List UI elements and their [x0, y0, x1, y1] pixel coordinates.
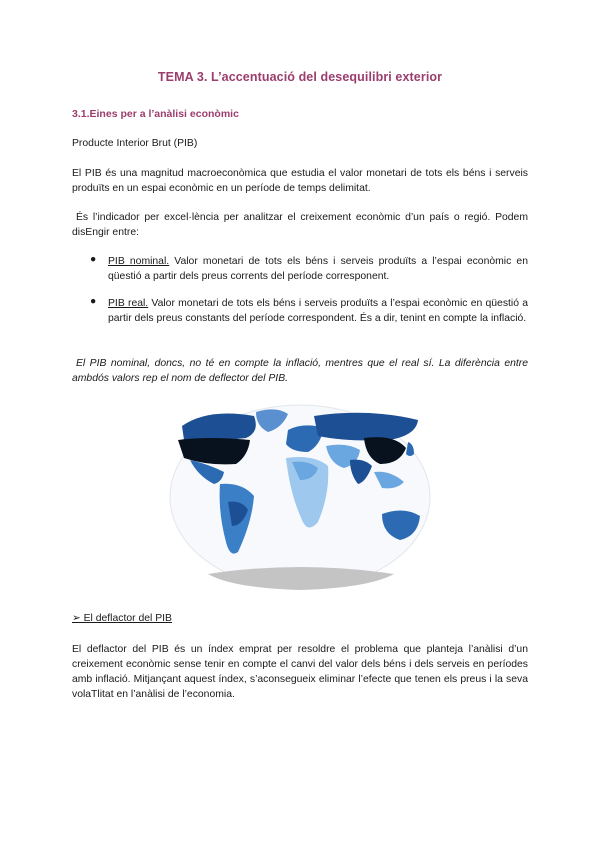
paragraph-definition: El PIB és una magnitud macroeconòmica que estudia el valor monetari de tots els béns i serveis produïts en un espai econòmic en un període de temps delimitat. [72, 168, 528, 194]
world-gdp-map-icon [168, 402, 433, 592]
text-nominal: Valor monetari de tots els béns i serveis produïts a l’espai econòmic en qüestió a partir dels preus corrents del període corresponent. [108, 256, 528, 282]
page-title: TEMA 3. L’accentuació del desequilibri exterior [157, 70, 443, 84]
term-nominal: PIB nominal. [108, 256, 170, 267]
japan-shape [406, 442, 414, 456]
list-item-nominal [108, 254, 528, 284]
list-item-real [108, 296, 528, 326]
bullet-dot: ● [90, 254, 97, 265]
heading-deflactor: ➢ El deflactor del PIB [72, 613, 172, 624]
text-real: Valor monetari de tots els béns i serveis produïts a l’espai econòmic en qüestió a partir dels preus constants del període correspondent. És a dir, tenint en compte la inflació. [108, 298, 528, 324]
subheading-pib: Producte Interior Brut (PIB) [72, 138, 198, 149]
russia-shape [314, 413, 418, 441]
paragraph-indicator: És l’indicador per excel·lència per analitzar el creixement econòmic d’un país o regió. Podem disEngir entre: [72, 212, 528, 238]
bullet-dot: ● [90, 296, 97, 307]
section-heading: 3.1.Eines per a l’anàlisi econòmic [72, 108, 239, 120]
term-real: PIB real. [108, 298, 149, 309]
paragraph-note: El PIB nominal, doncs, no té en compte la inflació, mentres que el real sí. La diferència entre ambdós valors rep el nom de deflector del PIB. [72, 358, 528, 384]
paragraph-deflactor: El deflactor del PIB és un índex emprat per resoldre el problema que planteja l’anàlisi d’un creixement econòmic sense tenir en compte el canvi del valor dels béns i dels serveis en períodes amb inflació. Mitjançant aquest índex, s’aconsegueix eliminar l’efecte que tenen els preus i la seva volaTlitat en l’anàlisi de l’economia. [72, 644, 528, 700]
canada-shape [182, 414, 256, 441]
